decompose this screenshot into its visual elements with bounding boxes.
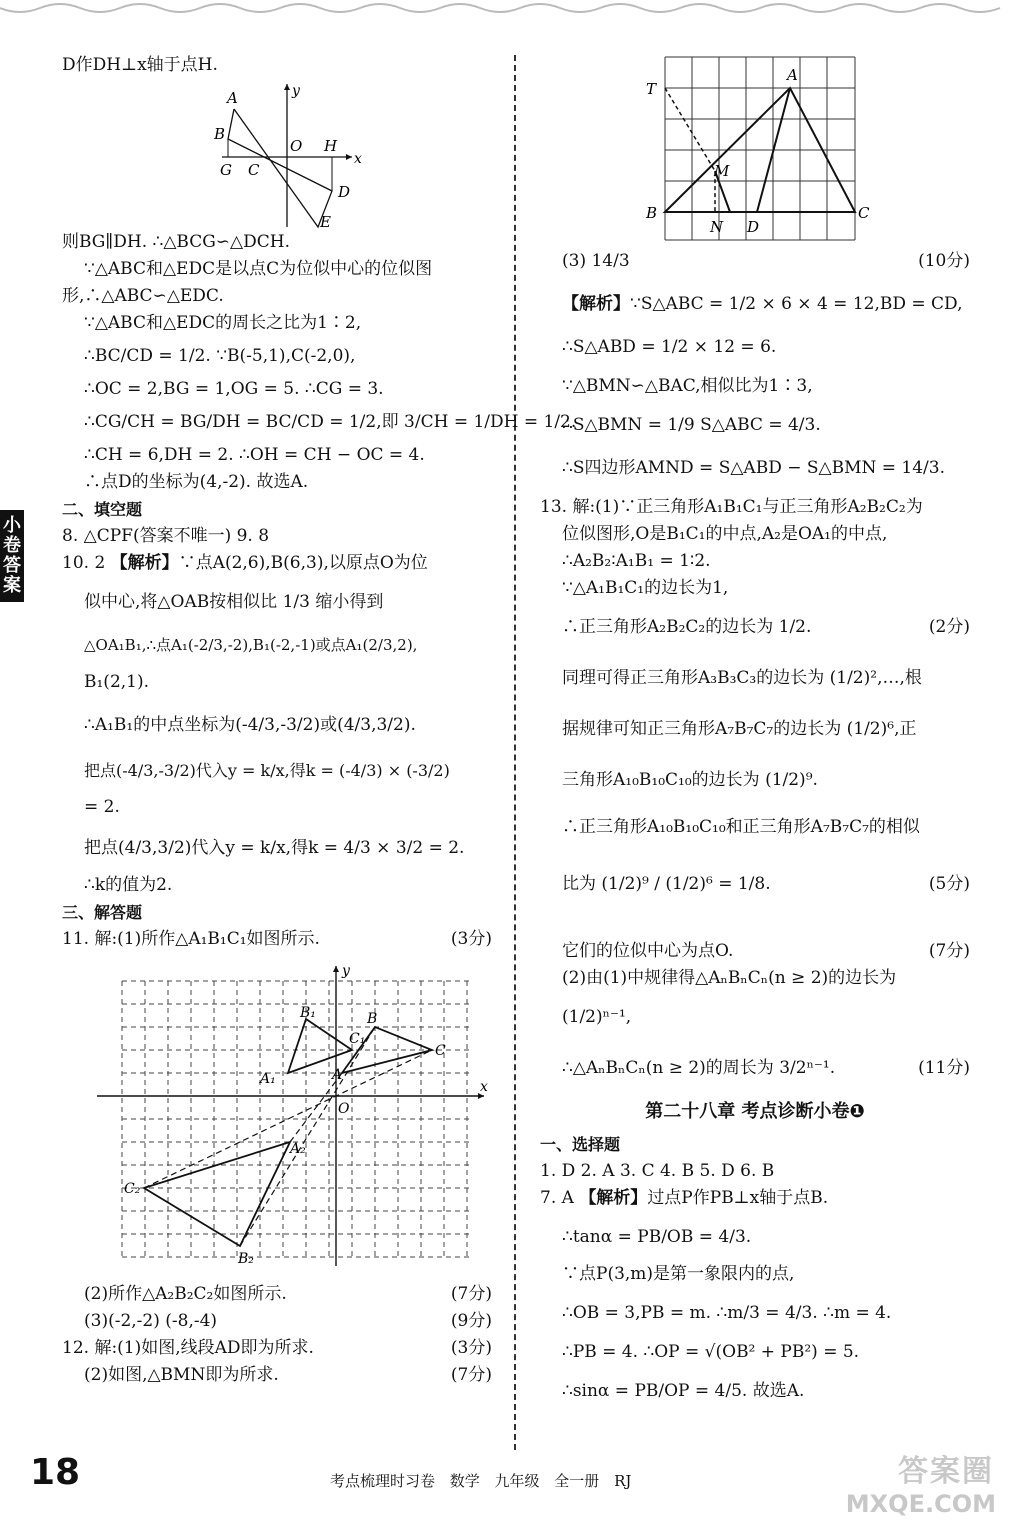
text-line: ∴BC/CD = 1/2. ∵B(-5,1),C(-2,0), xyxy=(84,346,356,366)
text-line: ∵△ABC和△EDC的周长之比为1∶2, xyxy=(84,313,362,333)
answer-text: ∴△AₙBₙCₙ(n ≥ 2)的周长为 3/2ⁿ⁻¹. xyxy=(562,1058,836,1078)
answer-text: 它们的位似中心为点O. xyxy=(562,941,734,961)
text-line xyxy=(62,1362,492,1389)
text-line: = 2. xyxy=(84,797,120,817)
text-line: ∴S△BMN = 1/9 S△ABC = 4/3. xyxy=(562,415,821,435)
text-line: 把点(4/3,3/2)代入y = k/x,得k = 4/3 × 3/2 = 2. xyxy=(84,838,465,858)
score: (11分) xyxy=(918,1058,970,1078)
text-line: ∴k的值为2. xyxy=(84,875,173,895)
answer-number: 7. A xyxy=(540,1188,574,1208)
text-line: ∵△ABC和△EDC是以点C为位似中心的位似图 xyxy=(84,259,433,279)
text-line xyxy=(62,926,492,953)
text-line: 则BG∥DH. ∴△BCG∽△DCH. xyxy=(62,232,290,252)
text-line: 同理可得正三角形A₃B₃C₃的边长为 (1/2)²,…,根 xyxy=(562,668,922,688)
answer-text: 比为 (1/2)⁹ / (1/2)⁶ = 1/8. xyxy=(562,874,771,894)
text-line: 13. 解:(1)∵正三角形A₁B₁C₁与正三角形A₂B₂C₂为 xyxy=(540,497,923,517)
label-B: B xyxy=(367,1011,378,1027)
score: (3分) xyxy=(450,929,492,949)
label-A1: A₁ xyxy=(260,1071,276,1087)
text-line: ∴S△ABD = 1/2 × 12 = 6. xyxy=(562,337,777,357)
label-T: T xyxy=(646,80,657,98)
label-N: N xyxy=(710,218,724,236)
label-D: D xyxy=(338,183,351,201)
figure-grid-triangle xyxy=(640,52,970,242)
answer-number: 10. 2 xyxy=(62,553,106,573)
score: (2分) xyxy=(928,617,970,637)
label-H: H xyxy=(324,137,338,155)
page-footer: 考点梳理时习卷 数学 九年级 全一册 RJ xyxy=(330,1472,632,1490)
label-B: B xyxy=(214,125,226,143)
text-line: ∵△A₁B₁C₁的边长为1, xyxy=(562,578,729,598)
answer-text: (3) 14/3 xyxy=(562,251,630,271)
text-line: B₁(2,1). xyxy=(84,672,150,692)
axis-y: y xyxy=(342,963,350,979)
label-M: M xyxy=(714,162,730,180)
label-B: B xyxy=(646,204,658,222)
text-line: 形,∴△ABC∽△EDC. xyxy=(62,286,224,306)
analysis-text: ∵点A(2,6),B(6,3),以原点O为位 xyxy=(178,553,428,573)
answer-text: 11. 解:(1)所作△A₁B₁C₁如图所示. xyxy=(62,929,320,949)
text-line xyxy=(540,1185,970,1212)
text-line: ∴正三角形A₁₀B₁₀C₁₀和正三角形A₇B₇C₇的相似 xyxy=(562,817,920,837)
analysis-tag: 【解析】 xyxy=(579,1188,648,1208)
label-C: C xyxy=(858,204,870,222)
text-line: ∴S四边形AMND = S△ABD − S△BMN = 14/3. xyxy=(562,458,945,478)
label-O: O xyxy=(290,137,303,155)
label-B2: B₂ xyxy=(238,1251,254,1267)
text-line xyxy=(540,938,970,965)
analysis-tag: 【解析】 xyxy=(562,294,630,314)
label-C: C xyxy=(435,1043,446,1059)
right-column xyxy=(540,52,970,1405)
text-line: ∴OB = 3,PB = m. ∴m/3 = 4/3. ∴m = 4. xyxy=(562,1303,892,1323)
text-line: 似中心,将△OAB按相似比 1/3 缩小得到 xyxy=(84,592,384,612)
score: (7分) xyxy=(928,941,970,961)
text-line: 把点(-4/3,-3/2)代入y = k/x,得k = (-4/3) × (-3/2) xyxy=(84,761,450,780)
column-divider xyxy=(514,55,516,1450)
label-C2: C₂ xyxy=(124,1181,141,1197)
section-heading: 一、选择题 xyxy=(540,1135,621,1154)
text-line: ∵△BMN∽△BAC,相似比为1∶3, xyxy=(562,376,813,396)
label-D: D xyxy=(747,218,760,236)
watermark-url: MXQE.COM xyxy=(845,1490,996,1518)
answer-text: (3)(-2,-2) (-8,-4) xyxy=(84,1311,218,1331)
text-line: (1/2)ⁿ⁻¹, xyxy=(562,1007,632,1027)
score: (7分) xyxy=(450,1284,492,1304)
section-heading: 三、解答题 xyxy=(62,903,143,922)
axis-x: x xyxy=(480,1079,488,1095)
text-line: △OA₁B₁,∴点A₁(-2/3,-2),B₁(-2,-1)或点A₁(2/3,2), xyxy=(84,636,418,654)
answer-text: ∴正三角形A₂B₂C₂的边长为 1/2. xyxy=(562,617,812,637)
label-C: C xyxy=(248,161,260,179)
text-line: ∴A₂B₂∶A₁B₁ = 1∶2. xyxy=(562,551,711,571)
chapter-heading: 第二十八章 考点诊断小卷❶ xyxy=(645,1101,865,1122)
text-line: ∴PB = 4. ∴OP = √(OB² + PB²) = 5. xyxy=(562,1342,860,1362)
label-B1: B₁ xyxy=(300,1005,316,1021)
answer-text: (2)如图,△BMN即为所求. xyxy=(84,1365,279,1385)
label-A2: A₂ xyxy=(290,1141,306,1157)
text-line: 三角形A₁₀B₁₀C₁₀的边长为 (1/2)⁹. xyxy=(562,770,818,790)
text-line: D作DH⊥x轴于点H. xyxy=(62,55,218,75)
torn-page-edge xyxy=(0,0,1010,22)
figure-triangles-similar xyxy=(182,79,482,229)
label-A: A xyxy=(332,1067,343,1083)
text-line: ∵点P(3,m)是第一象限内的点, xyxy=(562,1264,795,1284)
axis-y: y xyxy=(292,83,300,99)
text-line xyxy=(540,248,970,275)
text-line: ∴CH = 6,DH = 2. ∴OH = CH − OC = 4. xyxy=(84,445,425,465)
text-line: (2)由(1)中规律得△AₙBₙCₙ(n ≥ 2)的边长为 xyxy=(562,968,897,988)
text-line: 位似图形,O是B₁C₁的中点,A₂是OA₁的中点, xyxy=(562,524,888,544)
answer-text: 12. 解:(1)如图,线段AD即为所求. xyxy=(62,1338,314,1358)
label-A: A xyxy=(227,89,238,107)
text-line: ∴sinα = PB/OP = 4/5. 故选A. xyxy=(562,1381,805,1401)
analysis-tag: 【解析】 xyxy=(110,553,179,573)
section-heading: 二、填空题 xyxy=(62,500,143,519)
score: (7分) xyxy=(450,1365,492,1385)
text-line xyxy=(540,614,970,641)
text-line xyxy=(62,1308,492,1335)
text-line: ∴OC = 2,BG = 1,OG = 5. ∴CG = 3. xyxy=(84,379,384,399)
page-number: 18 xyxy=(30,1452,81,1493)
score: (5分) xyxy=(928,874,970,894)
label-C1: C₁ xyxy=(349,1031,366,1047)
figure-grid-homothety xyxy=(92,961,492,1281)
label-E: E xyxy=(320,213,331,229)
label-O: O xyxy=(338,1101,350,1117)
text-line xyxy=(62,1281,492,1308)
analysis-text: 过点P作PB⊥x轴于点B. xyxy=(647,1188,829,1208)
text-line: ∴A₁B₁的中点坐标为(-4/3,-3/2)或(4/3,3/2). xyxy=(84,715,416,735)
text-line xyxy=(540,291,970,318)
text-line: 1. D 2. A 3. C 4. B 5. D 6. B xyxy=(540,1161,775,1181)
text-line: 8. △CPF(答案不唯一) 9. 8 xyxy=(62,526,270,546)
text-line: ∴CG/CH = BG/DH = BC/CD = 1/2,即 3/CH = 1/DH = 1/2. xyxy=(84,412,577,432)
score: (9分) xyxy=(450,1311,492,1331)
axis-x: x xyxy=(354,151,362,167)
watermark-logo: 答案圈 xyxy=(898,1454,994,1489)
score: (3分) xyxy=(450,1338,492,1358)
text-line: 据规律可知正三角形A₇B₇C₇的边长为 (1/2)⁶,正 xyxy=(562,719,917,739)
text-line: ∴tanα = PB/OB = 4/3. xyxy=(562,1227,752,1247)
text-line xyxy=(62,1335,492,1362)
label-G: G xyxy=(220,161,232,179)
label-A: A xyxy=(787,66,798,84)
text-line: ∴点D的坐标为(4,-2). 故选A. xyxy=(84,472,309,492)
analysis-text: ∵S△ABC = 1/2 × 6 × 4 = 12,BD = CD, xyxy=(630,294,963,314)
score: (10分) xyxy=(918,251,970,271)
side-tab: 小卷答案 xyxy=(0,510,24,602)
answer-text: (2)所作△A₂B₂C₂如图所示. xyxy=(84,1284,287,1304)
text-line xyxy=(540,1055,970,1082)
text-line xyxy=(540,871,970,898)
text-line xyxy=(62,550,492,577)
